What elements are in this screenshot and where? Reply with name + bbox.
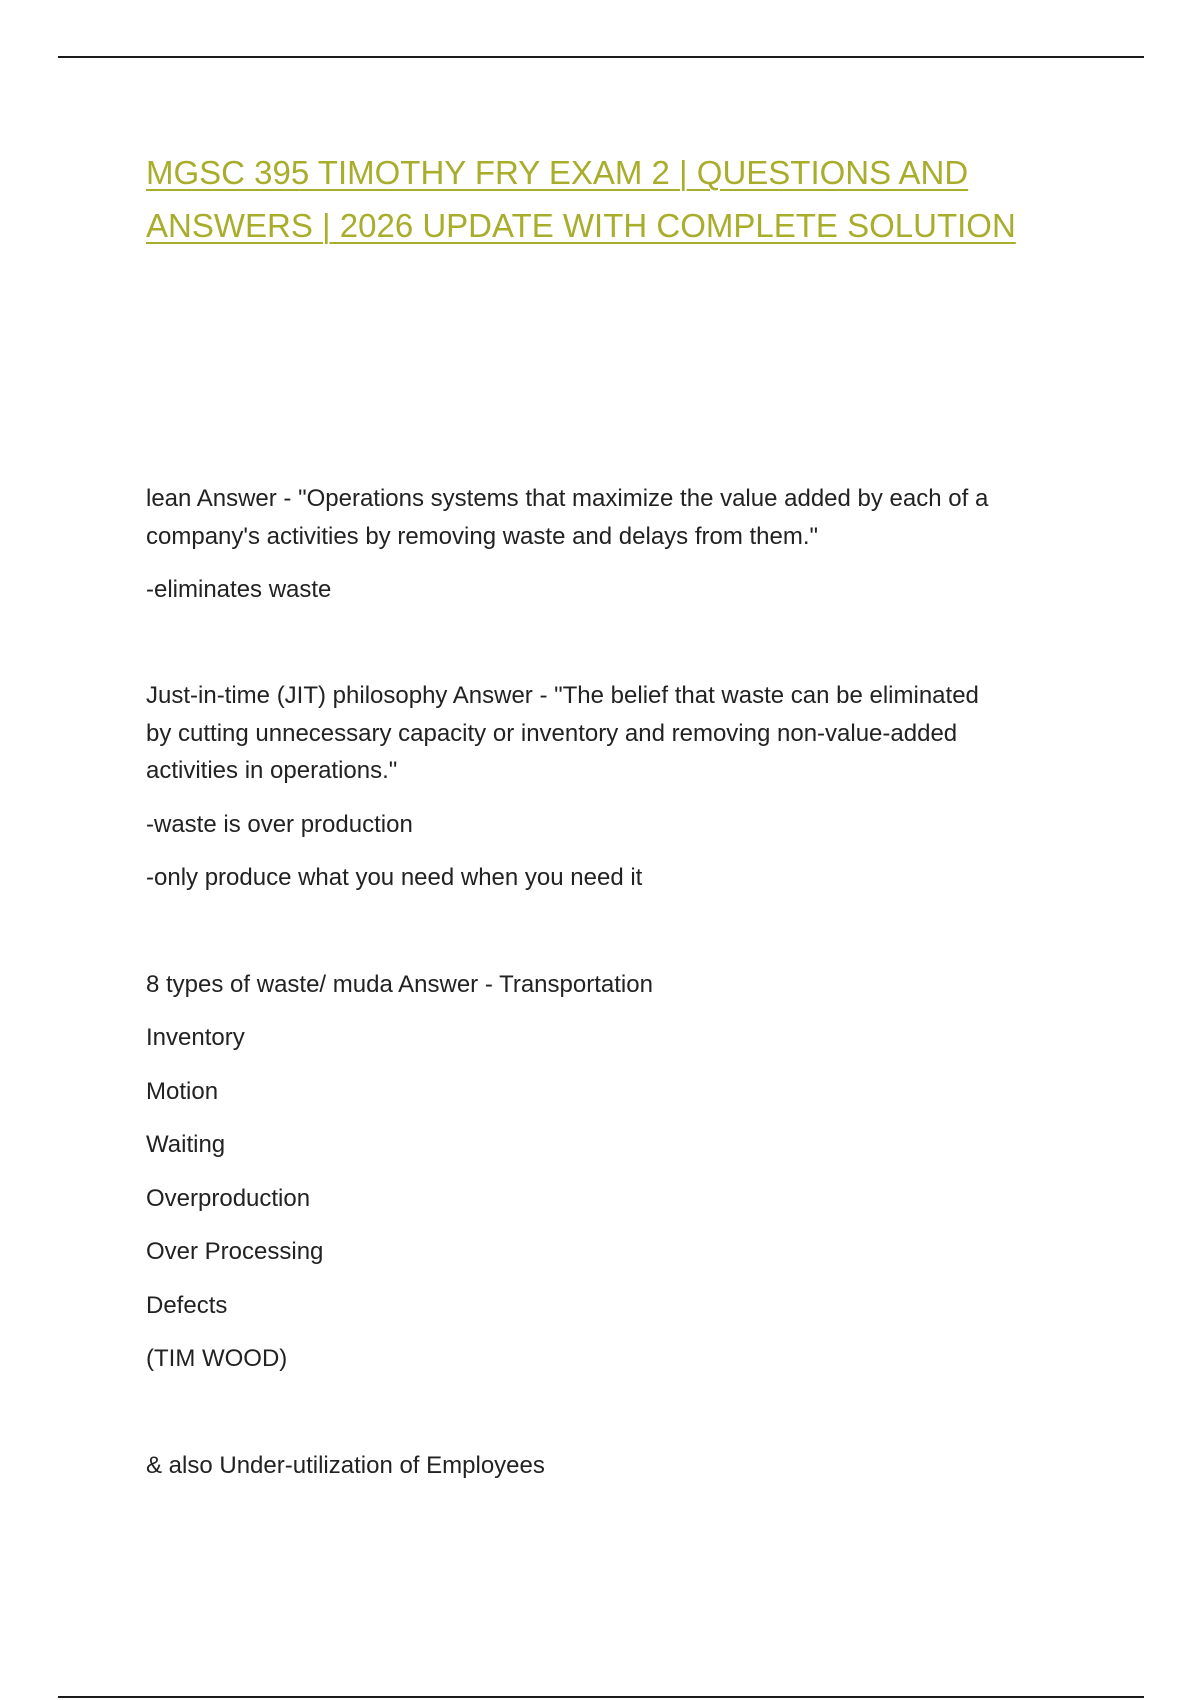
waste-answer-line-1: 8 types of waste/ muda Answer - Transportation: [146, 971, 653, 998]
jit-answer-line-2: by cutting unnecessary capacity or inventory and removing non-value-added: [146, 720, 958, 747]
waste-extra-note: & also Under-utilization of Employees: [146, 1452, 545, 1479]
document-title: [146, 146, 1066, 252]
waste-list-item: Defects: [146, 1292, 228, 1319]
header-rule: [58, 56, 1144, 58]
jit-answer-line-3: activities in operations.": [146, 757, 398, 784]
waste-list-item: Overproduction: [146, 1185, 311, 1212]
lean-note: -eliminates waste: [146, 576, 332, 603]
jit-answer-line-1: Just-in-time (JIT) philosophy Answer - "The belief that waste can be eliminated: [146, 682, 979, 709]
lean-answer-line-1: lean Answer - "Operations systems that maximize the value added by each of a: [146, 485, 989, 512]
waste-list-item: Motion: [146, 1078, 219, 1105]
jit-note-2: -only produce what you need when you need it: [146, 864, 643, 891]
jit-note-1: -waste is over production: [146, 811, 413, 838]
waste-list-item: Over Processing: [146, 1238, 324, 1265]
title-line-1: MGSC 395 TIMOTHY FRY EXAM 2 | QUESTIONS AND: [146, 154, 969, 191]
title-line-2: ANSWERS | 2026 UPDATE WITH COMPLETE SOLUTION: [146, 207, 1016, 244]
waste-list-item: Waiting: [146, 1131, 226, 1158]
waste-mnemonic: (TIM WOOD): [146, 1345, 288, 1372]
footer-rule: [58, 1696, 1144, 1698]
lean-answer-line-2: company's activities by removing waste and delays from them.": [146, 523, 819, 550]
waste-list-item: Inventory: [146, 1024, 245, 1051]
